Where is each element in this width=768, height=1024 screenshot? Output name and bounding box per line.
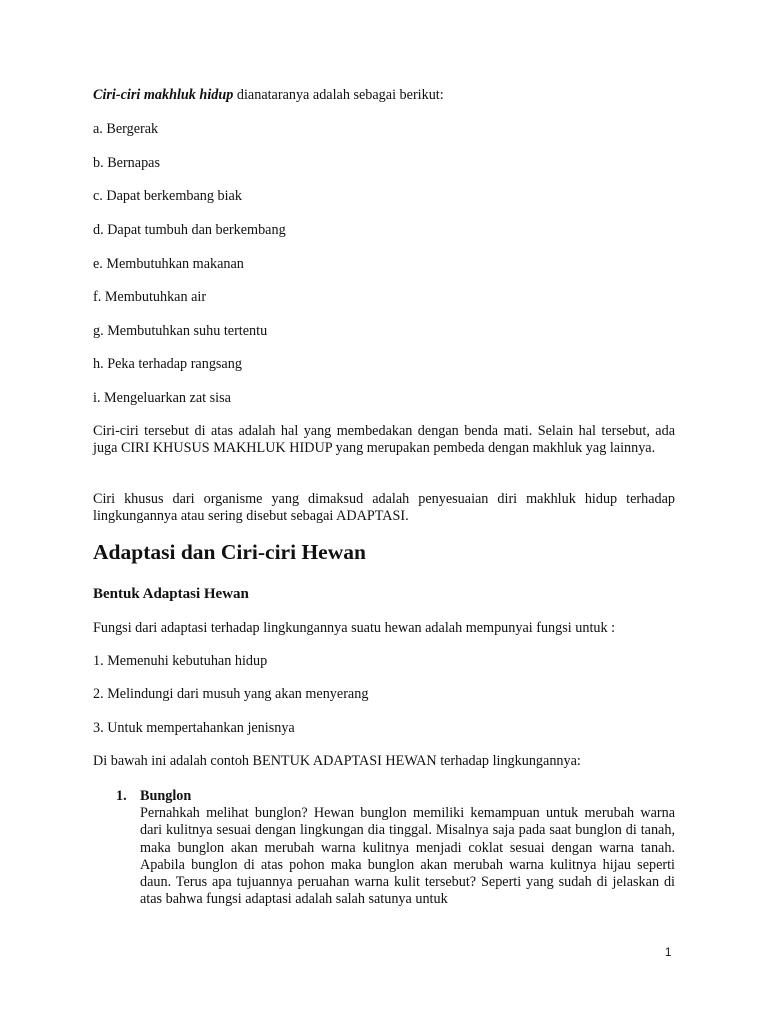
intro-emphasis: Ciri-ciri makhluk hidup — [93, 87, 234, 103]
intro-line — [93, 87, 444, 104]
ciri-item-g: g. Membutuhkan suhu tertentu — [93, 323, 268, 339]
ciri-item-c: c. Dapat berkembang biak — [93, 188, 242, 204]
intro-rest: dianataranya adalah sebagai berikut: — [233, 87, 444, 103]
subsection-heading: Bentuk Adaptasi Hewan — [93, 586, 249, 602]
ciri-item-f: f. Membutuhkan air — [93, 289, 207, 305]
contoh-intro: Di bawah ini adalah contoh BENTUK ADAPTASI HEWAN terhadap lingkungannya: — [93, 753, 581, 769]
list-item-title: Bunglon — [140, 788, 192, 804]
paragraph-ciri-khusus: Ciri-ciri tersebut di atas adalah hal yang membedakan dengan benda mati. Selain hal tersebut, ada juga CIRI KHUSUS MAKHLUK HIDUP yang merupakan pembeda dengan makhluk yag lainnya. — [93, 423, 675, 456]
ciri-item-d: d. Dapat tumbuh dan berkembang — [93, 222, 286, 238]
fungsi-item-3: 3. Untuk mempertahankan jenisnya — [93, 720, 295, 736]
ciri-item-b: b. Bernapas — [93, 155, 160, 171]
ciri-item-h: h. Peka terhadap rangsang — [93, 356, 242, 372]
fungsi-intro: Fungsi dari adaptasi terhadap lingkungannya suatu hewan adalah mempunyai fungsi untuk : — [93, 620, 616, 636]
section-heading: Adaptasi dan Ciri-ciri Hewan — [93, 540, 366, 564]
ciri-item-e: e. Membutuhkan makanan — [93, 256, 244, 272]
list-item-body: Pernahkah melihat bunglon? Hewan bunglon memiliki kemampuan untuk merubah warna dari kulitnya sesuai dengan lingkungan dia tinggal. Misalnya saja pada saat bunglon di tanah, maka bunglon akan merubah warna kulitnya menjadi coklat sesuai dengan warna tanah. Apabila bunglon di atas pohon maka bunglon akan merubah warna kulitnya hijau seperti daun. Terus apa tujuannya peruahan warna kulit tersebut? Seperti yang sudah di jelaskan di atas bahwa fungsi adaptasi adalah salah satunya untuk — [140, 805, 675, 908]
page-number: 1 — [665, 947, 672, 959]
fungsi-item-1: 1. Memenuhi kebutuhan hidup — [93, 653, 268, 669]
ciri-item-i: i. Mengeluarkan zat sisa — [93, 390, 231, 406]
fungsi-item-2: 2. Melindungi dari musuh yang akan menyerang — [93, 686, 369, 702]
paragraph-adaptasi: Ciri khusus dari organisme yang dimaksud adalah penyesuaian diri makhluk hidup terhadap lingkungannya atau sering disebut sebagai ADAPTASI. — [93, 491, 675, 524]
list-number: 1. — [116, 788, 127, 804]
ciri-item-a: a. Bergerak — [93, 121, 159, 137]
